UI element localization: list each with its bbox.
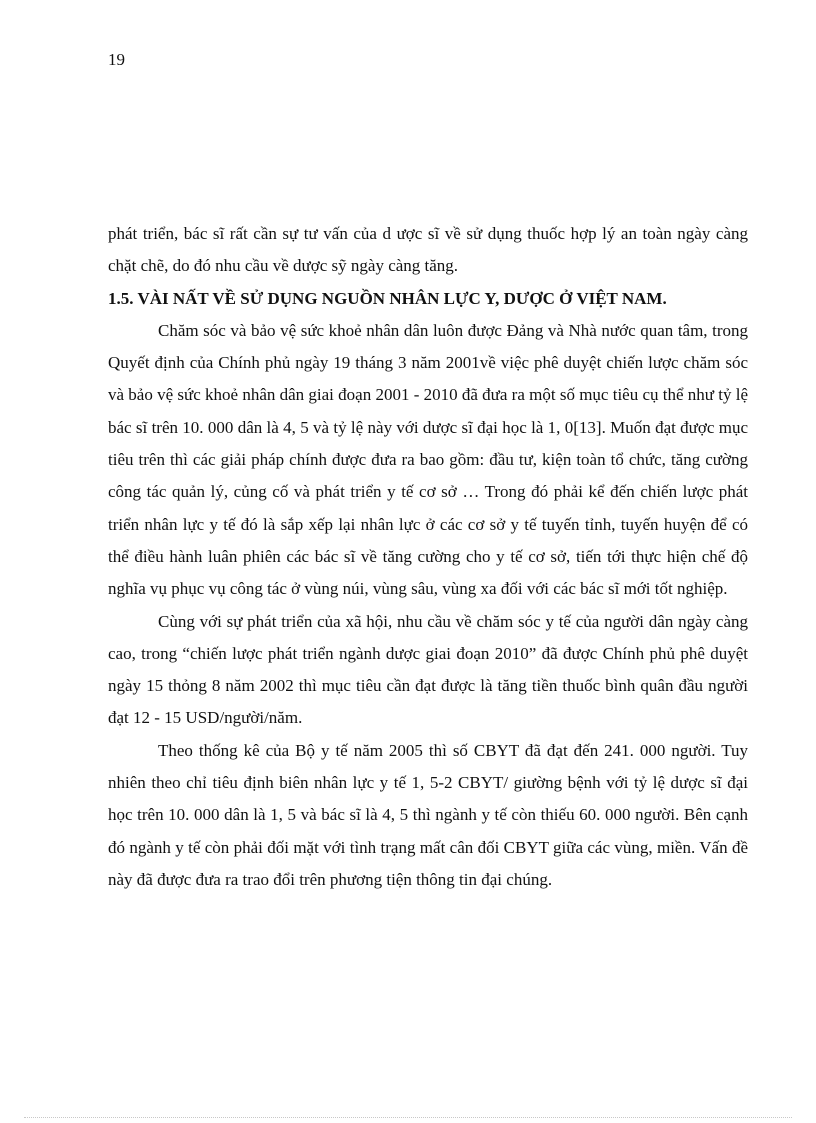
page-number: 19	[108, 50, 125, 69]
intro-paragraph: phát triển, bác sĩ rất cần sự tư vấn của d ược sĩ về sử dụng thuốc hợp lý an toàn ngày càng chặt chẽ, do đó nhu cầu về dược sỹ ngày càng tăng.	[108, 224, 748, 276]
paragraph-strategy: Chăm sóc và bảo vệ sức khoẻ nhân dân luôn được Đảng và Nhà nước quan tâm, trong Quyết định của Chính phủ ngày 19 tháng 3 năm 2001về việc phê duyệt chiến lược chăm sóc và bảo vệ sức khoẻ nhân dân giai đoạn 2001 - 2010 đã đưa ra một số mục tiêu cụ thể như tỷ lệ bác sĩ trên 10. 000 dân là 4, 5 và tỷ lệ này với dược sĩ đại học là 1, 0[13]. Muốn đạt được mục tiêu trên thì các giải pháp chính được đưa ra bao gồm: đầu tư, kiện toàn tổ chức, tăng cường công tác quản lý, củng cố và phát triển y tế cơ sở … Trong đó phải kể đến chiến lược phát triển nhân lực y tế đó là sắp xếp lại nhân lực ở các cơ sở y tế tuyến tỉnh, tuyến huyện để có thể điều hành luân phiên các bác sĩ về tăng cường cho y tế cơ sở, tiến tới thực hiện chế độ nghĩa vụ phục vụ công tác ở vùng núi, vùng sâu, vùng xa đối với các bác sĩ mới tốt nghiệp.	[108, 320, 748, 599]
paragraph-statistics: Theo thống kê của Bộ y tế năm 2005 thì số CBYT đã đạt đến 241. 000 người. Tuy nhiên theo chỉ tiêu định biên nhân lực y tế 1, 5-2 CBYT/ giường bệnh với tỷ lệ dược sĩ đại học trên 10. 000 dân là 1, 5 và bác sĩ là 4, 5 thì ngành y tế còn thiếu 60. 000 người. Bên cạnh đó ngành y tế còn phải đối mặt với tình trạng mất cân đối CBYT giữa các vùng, miền. Vấn đề này đã được đưa ra trao đổi trên phương tiện thông tin đại chúng.	[108, 740, 748, 889]
section-heading: 1.5. VÀI NẤT VỀ SỬ DỤNG NGUỒN NHÂN LỰC Y, DƯỢC Ở VIỆT NAM.	[108, 288, 667, 308]
footer-divider	[24, 1117, 792, 1118]
document-body	[108, 218, 748, 896]
paragraph-demand: Cùng với sự phát triển của xã hội, nhu cầu về chăm sóc y tế của người dân ngày càng cao, trong “chiến lược phát triển ngành dược giai đoạn 2010” đã được Chính phủ phê duyệt ngày 15 thỏng 8 năm 2002 thì mục tiêu cần đạt được là tăng tiền thuốc bình quân đầu người đạt 12 - 15 USD/người/năm.	[108, 611, 748, 728]
